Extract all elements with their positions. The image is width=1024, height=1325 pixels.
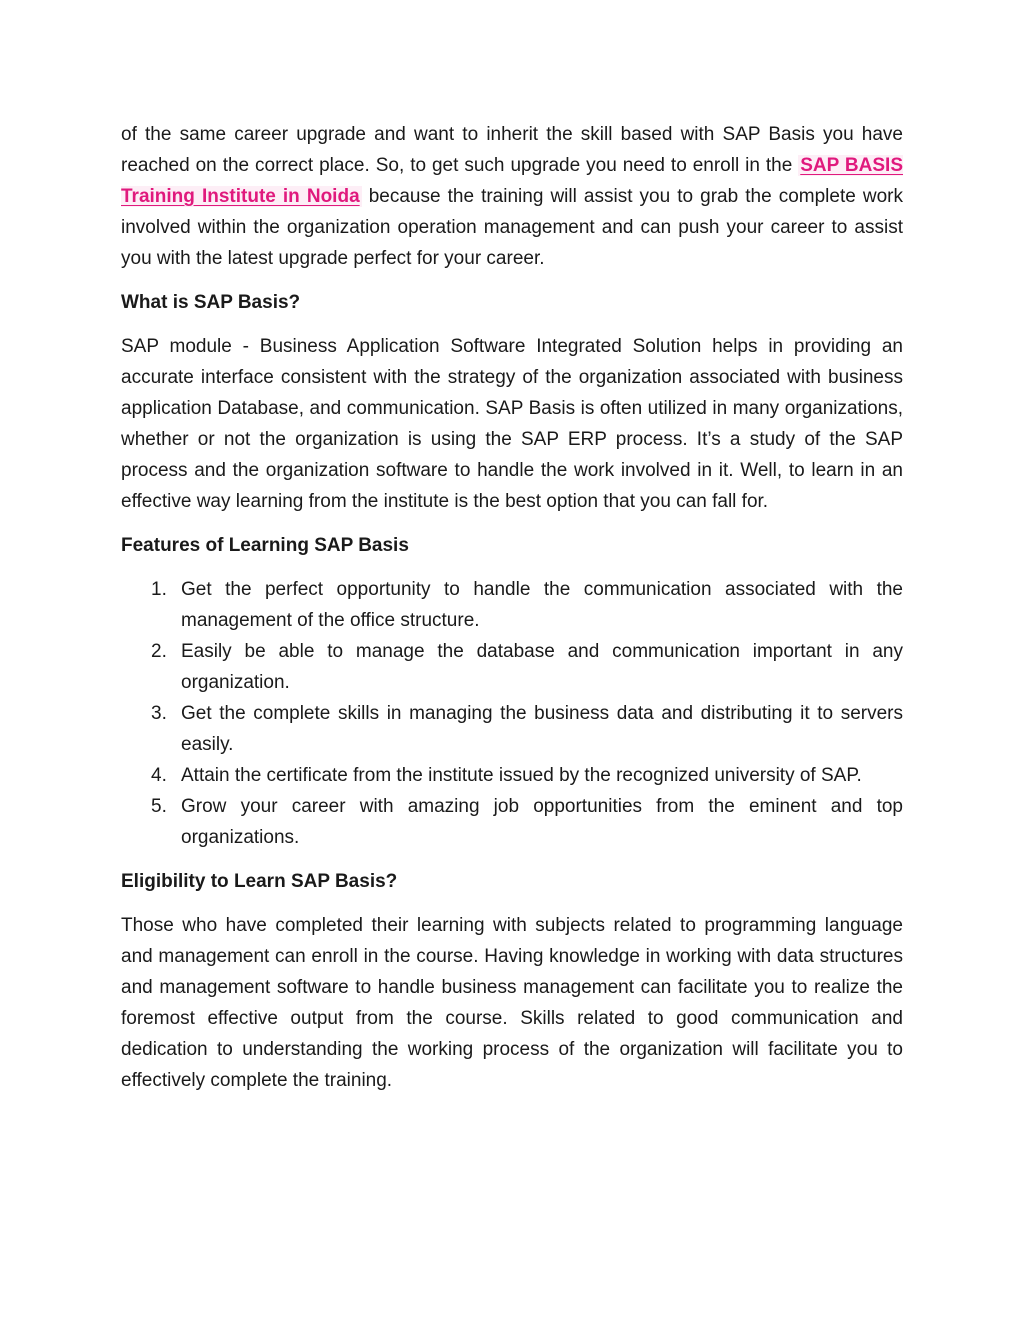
training-institute-link[interactable]: SAP BASIS Training Institute in Noida (121, 155, 903, 207)
list-item-text: Get the complete skills in managing the business data and distributing it to servers easily. (181, 703, 903, 755)
list-item (121, 791, 903, 853)
what-is-sap-basis-heading: What is SAP Basis? (121, 292, 301, 313)
list-item-number: 4. (151, 765, 167, 786)
list-item-number: 2. (151, 641, 167, 662)
features-heading: Features of Learning SAP Basis (121, 535, 409, 556)
list-item (121, 760, 903, 791)
list-item-number: 1. (151, 579, 167, 600)
list-item-text: Grow your career with amazing job opportunities from the eminent and top organizations. (181, 796, 903, 848)
what-is-sap-basis-paragraph: SAP module - Business Application Software Integrated Solution helps in providing an accurate interface consistent with the strategy of the organization associated with business application Database, and communication. SAP Basis is often utilized in many organizations, whether or not the organization is using the SAP ERP process. It’s a study of the SAP process and the organization software to handle the work involved in it. Well, to learn in an effective way learning from the institute is the best option that you can fall for. (121, 336, 903, 512)
list-item (121, 698, 903, 760)
eligibility-paragraph: Those who have completed their learning with subjects related to programming language and management can enroll in the course. Having knowledge in working with data structures and management software to handle business management can facilitate you to realize the foremost effective output from the course. Skills related to good communication and dedication to understanding the working process of the organization will facilitate you to effectively complete the training. (121, 915, 903, 1091)
list-item (121, 574, 903, 636)
list-item (121, 636, 903, 698)
list-item-text: Get the perfect opportunity to handle the communication associated with the management of the office structure. (181, 579, 903, 631)
list-item-number: 5. (151, 796, 167, 817)
eligibility-heading: Eligibility to Learn SAP Basis? (121, 871, 398, 892)
intro-text-before: of the same career upgrade and want to inherit the skill based with SAP Basis you have reached on the correct place. So, to get such upgrade you need to enroll in the (121, 124, 903, 176)
list-item-number: 3. (151, 703, 167, 724)
features-list (121, 574, 903, 853)
intro-text-after: because the training will assist you to grab the complete work involved within the organization operation management and can push your career to assist you with the latest upgrade perfect for your career. (121, 186, 903, 269)
document-page (121, 119, 903, 1109)
list-item-text: Attain the certificate from the institute issued by the recognized university of SAP. (181, 765, 862, 786)
intro-paragraph (121, 119, 903, 274)
list-item-text: Easily be able to manage the database and communication important in any organization. (181, 641, 903, 693)
